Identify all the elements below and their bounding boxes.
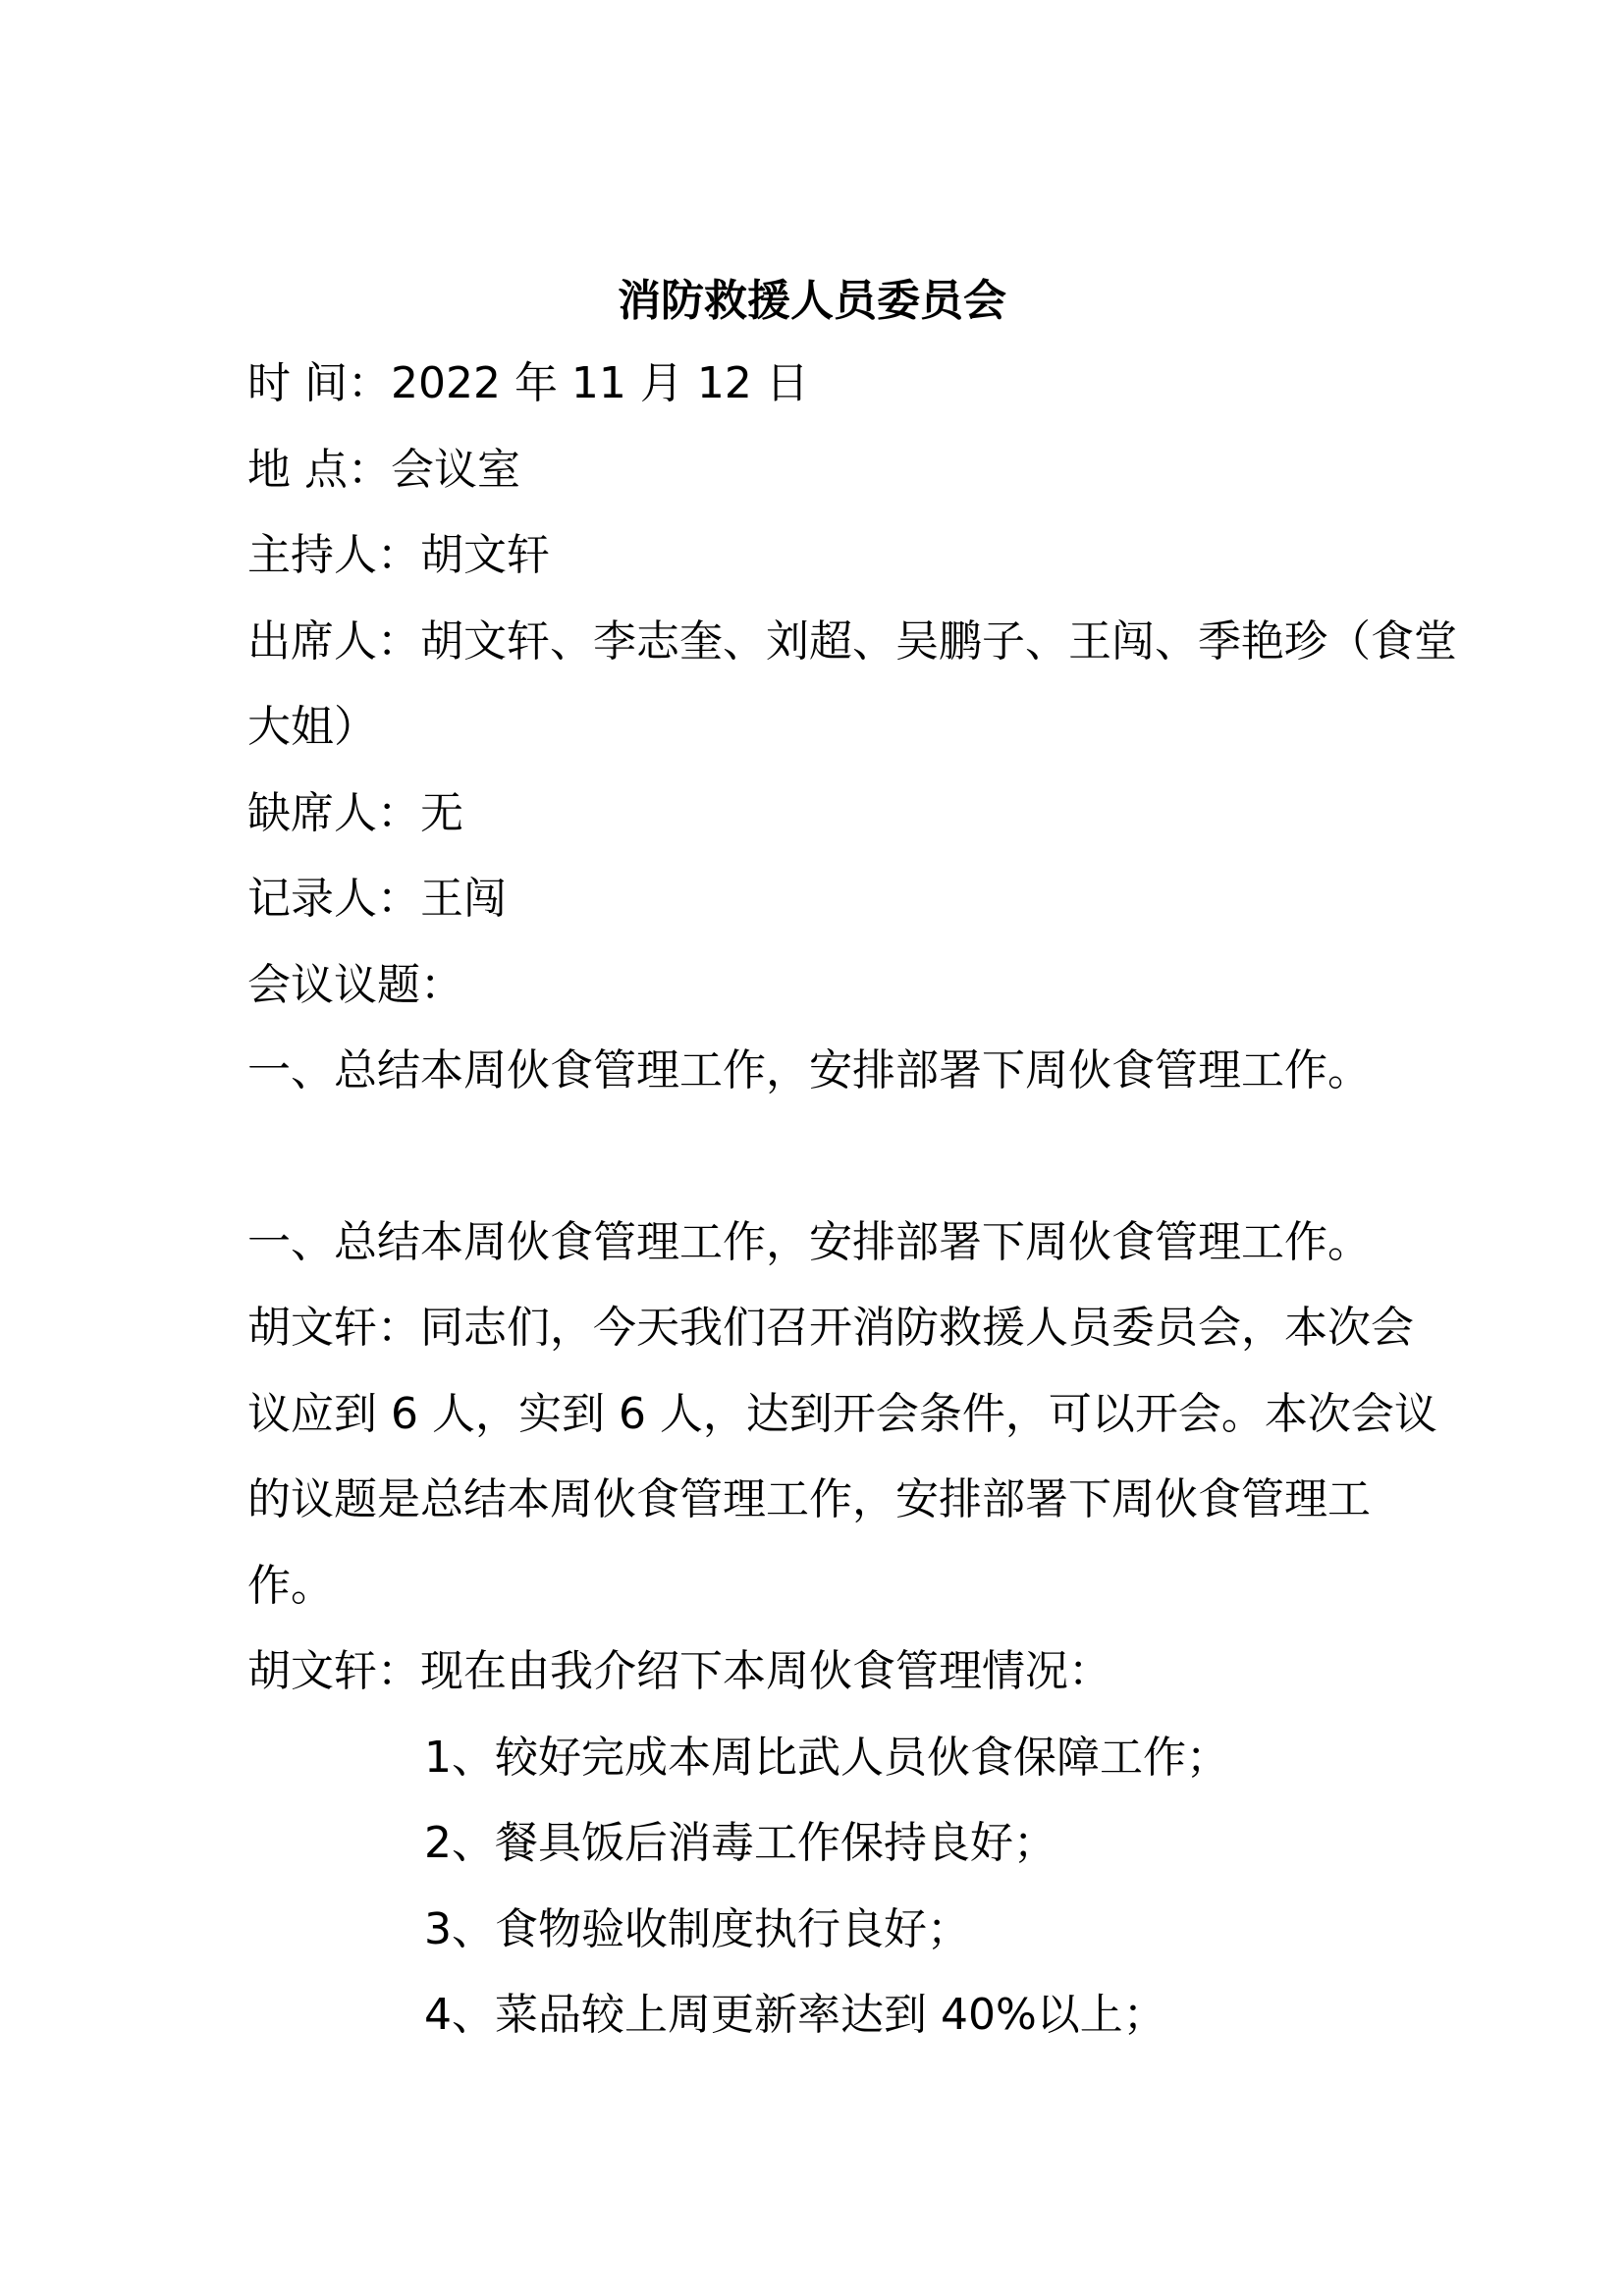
list-item: 3、食物验收制度执行良好； <box>424 1904 970 1954</box>
speech-paragraph-line-3: 的议题是总结本周伙食管理工作，安排部署下周伙食管理工 <box>247 1474 1371 1524</box>
meeting-recorder: 记录人：王闯 <box>247 874 507 924</box>
meeting-time: 时 间：2022 年 11 月 12 日 <box>247 358 809 408</box>
list-item: 2、餐具饭后消毒工作保持良好； <box>424 1818 1056 1868</box>
meeting-attendees-line-1: 出席人：胡文轩、李志奎、刘超、吴鹏子、王闯、季艳珍（食堂 <box>247 616 1457 667</box>
list-item: 4、菜品较上周更新率达到 40%以上； <box>424 1990 1166 2040</box>
speech-paragraph-line-4: 作。 <box>247 1561 334 1611</box>
meeting-attendees-line-2: 大姐） <box>247 702 377 752</box>
document-title: 消防救援人员委员会 <box>618 276 1006 326</box>
meeting-absent: 缺席人：无 <box>247 788 463 838</box>
speech-intro: 胡文轩：现在由我介绍下本周伙食管理情况： <box>247 1646 1111 1696</box>
agenda-item: 一、总结本周伙食管理工作，安排部署下周伙食管理工作。 <box>247 1045 1371 1095</box>
meeting-place: 地 点：会议室 <box>247 445 520 495</box>
speech-paragraph-line-1: 胡文轩：同志们，今天我们召开消防救援人员委员会，本次会 <box>247 1303 1414 1353</box>
section-heading: 一、总结本周伙食管理工作，安排部署下周伙食管理工作。 <box>247 1217 1371 1267</box>
speech-paragraph-line-2: 议应到 6 人，实到 6 人，达到开会条件，可以开会。本次会议 <box>247 1389 1437 1439</box>
meeting-host: 主持人：胡文轩 <box>247 530 550 580</box>
list-item: 1、较好完成本周比武人员伙食保障工作； <box>424 1733 1229 1783</box>
agenda-label: 会议议题： <box>247 960 463 1010</box>
